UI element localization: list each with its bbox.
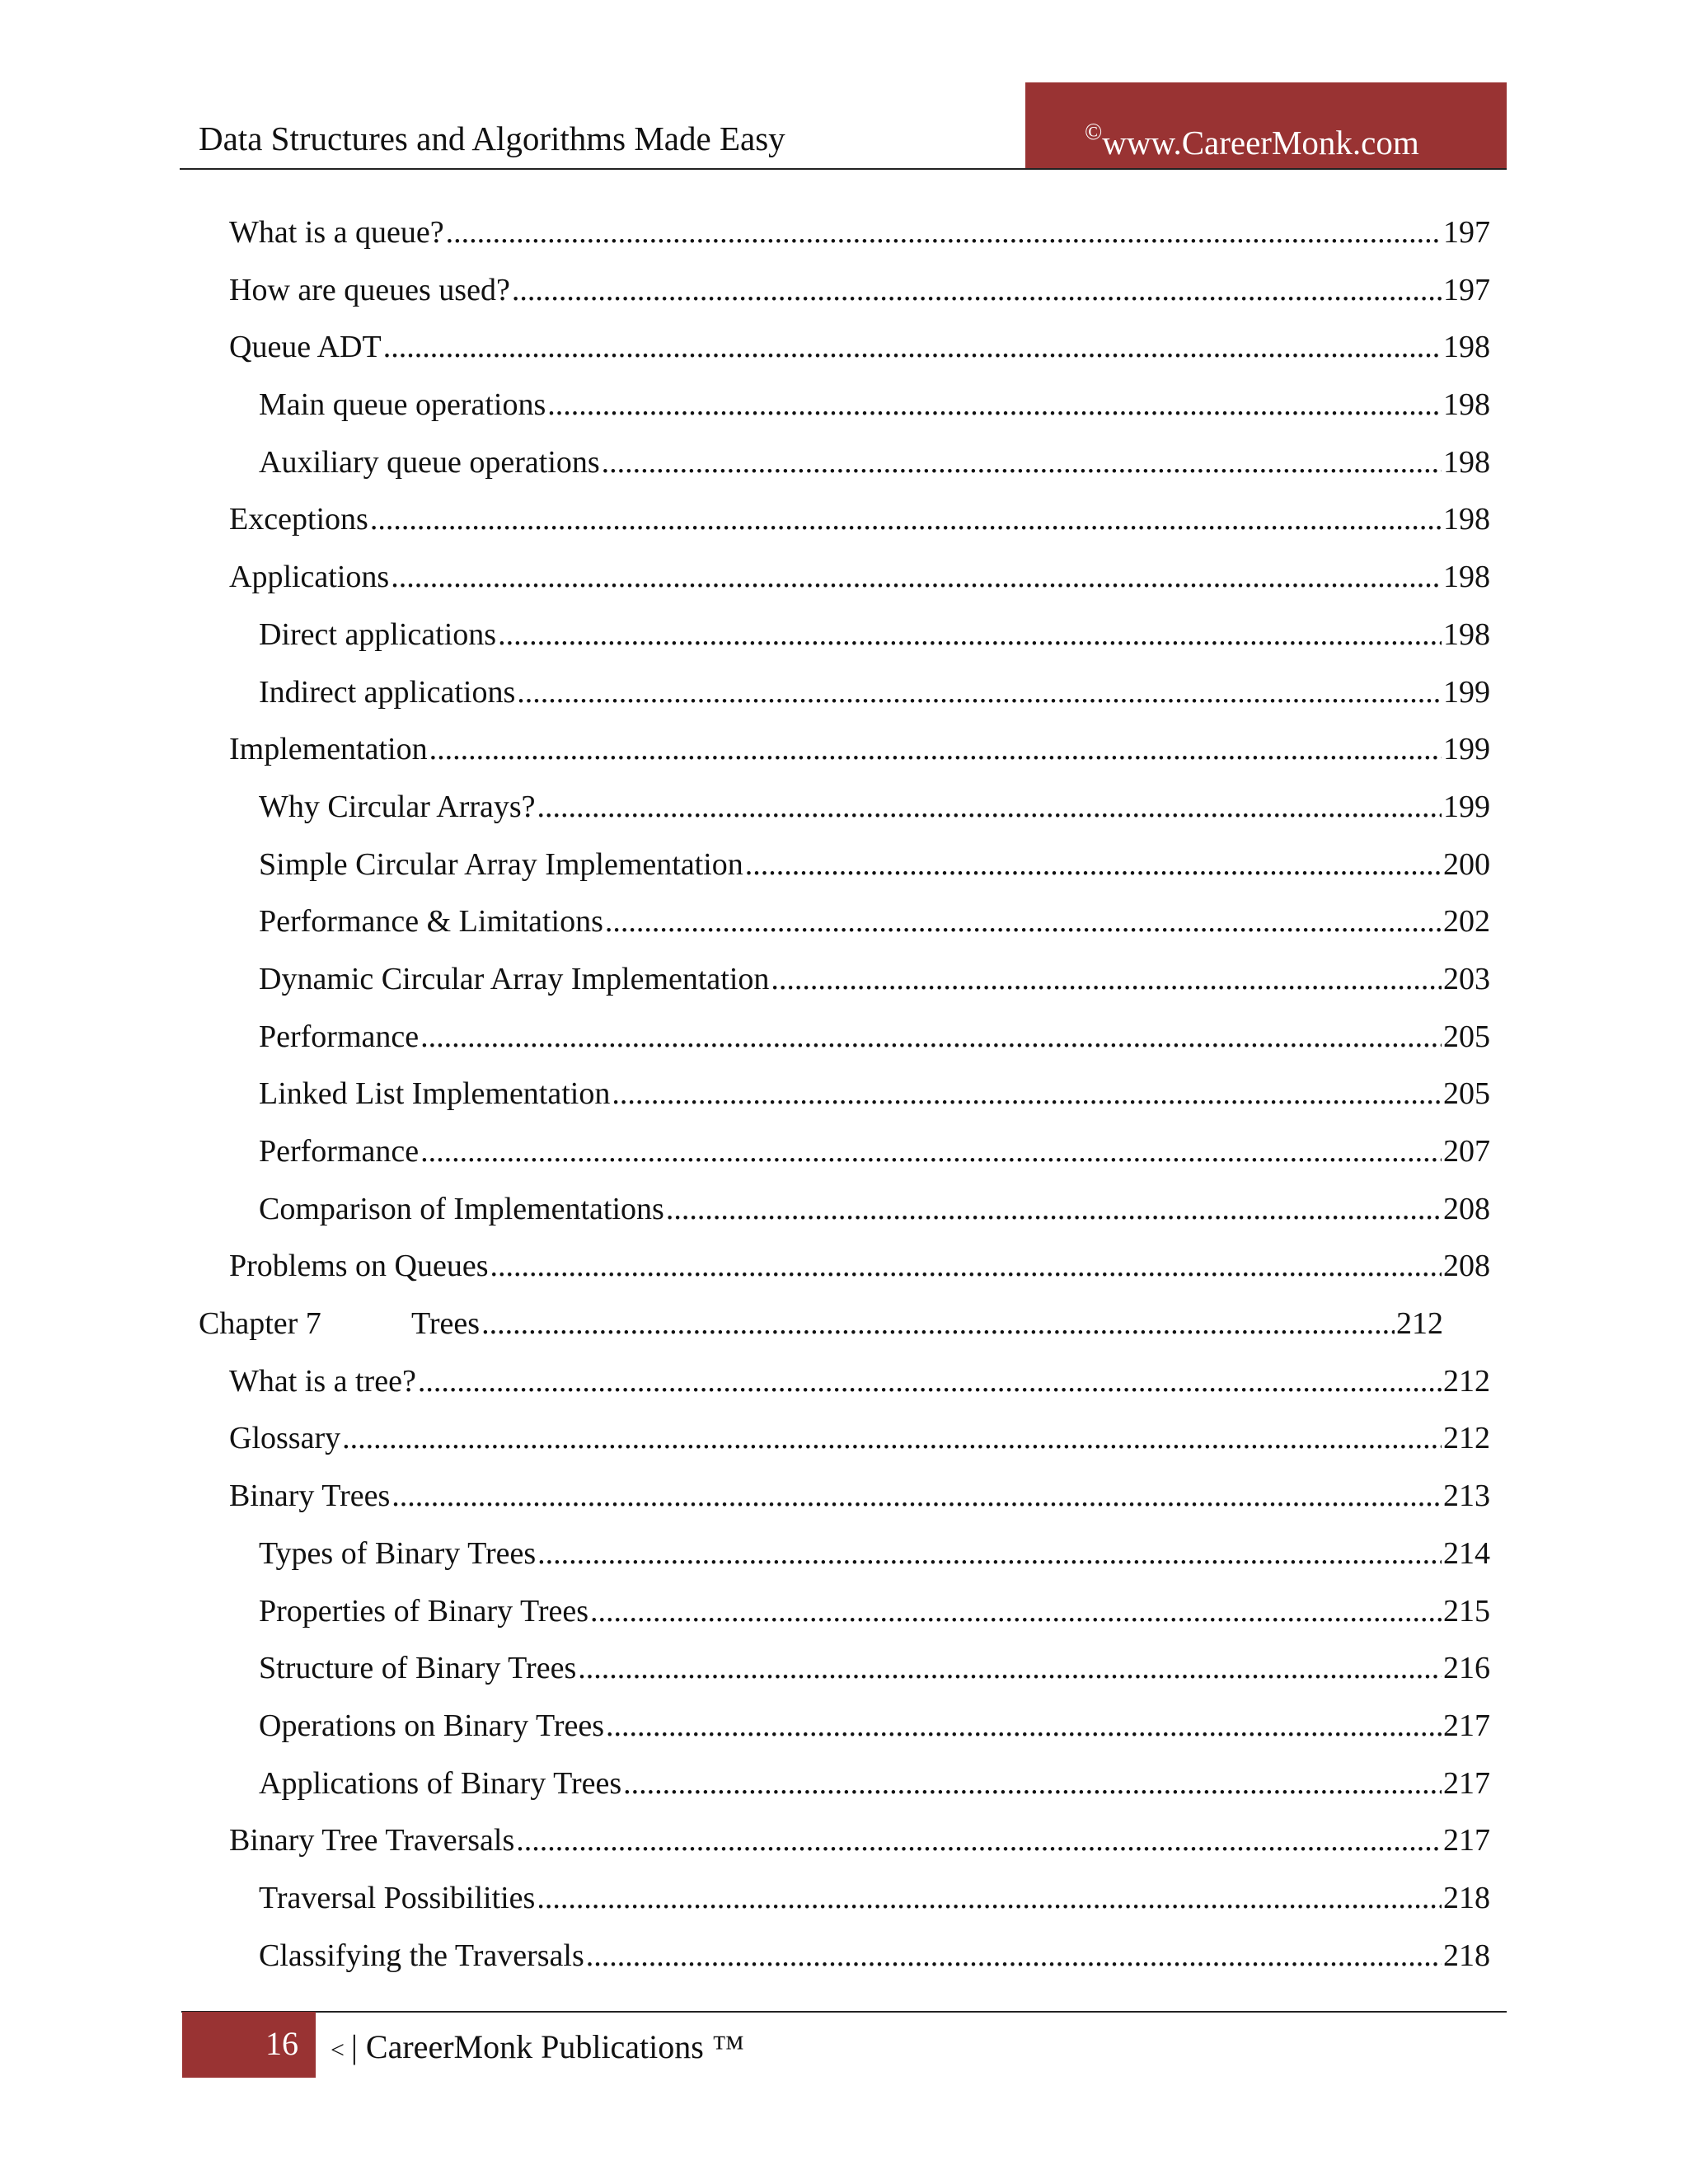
toc-entry-title: How are queues used? bbox=[229, 272, 510, 307]
toc-entry-title: Exceptions bbox=[229, 502, 368, 537]
toc-entry[interactable] bbox=[0, 1012, 1688, 1070]
toc-dot-leader bbox=[578, 1650, 1442, 1686]
toc-entry[interactable] bbox=[0, 494, 1688, 552]
toc-dot-leader bbox=[420, 1019, 1442, 1055]
toc-entry-row bbox=[229, 214, 1490, 260]
toc-page-number: 197 bbox=[1443, 215, 1490, 250]
page-number: 16 bbox=[265, 2025, 298, 2062]
toc-page-number: 200 bbox=[1443, 846, 1490, 882]
toc-entry-title: Structure of Binary Trees bbox=[259, 1651, 577, 1686]
toc-entry-title: Implementation bbox=[229, 732, 428, 767]
toc-entry-row bbox=[229, 1248, 1490, 1294]
toc-page-number: 198 bbox=[1443, 502, 1490, 537]
toc-entry-title: Types of Binary Trees bbox=[259, 1535, 537, 1571]
toc-entry-title: Binary Trees bbox=[229, 1479, 391, 1514]
toc-entry-row bbox=[229, 272, 1490, 318]
toc-entry-title: What is a queue? bbox=[229, 215, 444, 250]
toc-page-number: 217 bbox=[1443, 1823, 1490, 1858]
toc-entry[interactable] bbox=[0, 1586, 1688, 1644]
toc-entry-title: Glossary bbox=[229, 1421, 341, 1456]
toc-dot-leader bbox=[420, 1133, 1442, 1169]
toc-dot-leader bbox=[429, 731, 1442, 767]
toc-dot-leader bbox=[490, 1248, 1442, 1284]
toc-page-number: 218 bbox=[1443, 1938, 1490, 1973]
toc-entry-row bbox=[259, 387, 1490, 433]
toc-entry[interactable] bbox=[0, 1413, 1688, 1471]
toc-entry-title: Dynamic Circular Array Implementation bbox=[259, 961, 770, 996]
toc-entry-title: Performance & Limitations bbox=[259, 904, 603, 940]
toc-dot-leader bbox=[446, 214, 1442, 251]
toc-dot-leader bbox=[498, 616, 1442, 653]
toc-dot-leader bbox=[547, 387, 1442, 423]
toc-entry-title: Simple Circular Array Implementation bbox=[259, 846, 743, 882]
toc-entry[interactable] bbox=[0, 552, 1688, 610]
toc-page-number: 199 bbox=[1443, 732, 1490, 767]
toc-entry[interactable] bbox=[0, 1759, 1688, 1816]
book-title: Data Structures and Algorithms Made Easy bbox=[199, 120, 785, 157]
toc-entry-title: Binary Tree Traversals bbox=[229, 1823, 515, 1858]
toc-entry-row bbox=[259, 1593, 1490, 1639]
toc-entry[interactable] bbox=[0, 322, 1688, 380]
toc-page-number: 215 bbox=[1443, 1593, 1490, 1629]
header-divider bbox=[180, 168, 1507, 170]
toc-dot-leader bbox=[602, 444, 1442, 480]
toc-entry-row bbox=[259, 1765, 1490, 1811]
toc-entry-row bbox=[229, 501, 1490, 547]
toc-page-number: 217 bbox=[1443, 1765, 1490, 1801]
toc-dot-leader bbox=[370, 501, 1442, 537]
toc-entry-row bbox=[259, 789, 1490, 835]
website-url: www.CareerMonk.com bbox=[1102, 124, 1419, 162]
toc-page-number: 207 bbox=[1443, 1134, 1490, 1169]
toc-entry-row bbox=[259, 1880, 1490, 1926]
toc-entry-title: Linked List Implementation bbox=[259, 1076, 611, 1112]
toc-entry[interactable] bbox=[0, 610, 1688, 668]
toc-page-number: 208 bbox=[1443, 1191, 1490, 1226]
toc-entry[interactable] bbox=[0, 265, 1688, 323]
toc-entry[interactable] bbox=[0, 1471, 1688, 1529]
publisher-name: | CareerMonk Publications ™ bbox=[350, 2028, 745, 2065]
toc-entry-title: Main queue operations bbox=[259, 387, 546, 423]
toc-entry-title: Performance bbox=[259, 1134, 420, 1169]
toc-entry[interactable] bbox=[0, 1357, 1688, 1414]
toc-entry-title: Classifying the Traversals bbox=[259, 1938, 584, 1973]
toc-chapter-entry[interactable] bbox=[0, 1299, 1688, 1357]
toc-dot-leader bbox=[590, 1593, 1442, 1629]
toc-entry-row bbox=[259, 903, 1490, 949]
toc-entry[interactable] bbox=[0, 840, 1688, 898]
toc-entry[interactable] bbox=[0, 1529, 1688, 1586]
toc-page-number: 212 bbox=[1396, 1306, 1443, 1342]
toc-entry-row bbox=[259, 1535, 1490, 1582]
toc-entry-row bbox=[229, 731, 1490, 777]
toc-entry[interactable] bbox=[0, 1873, 1688, 1931]
toc-entry[interactable] bbox=[0, 380, 1688, 438]
toc-entry-title: Indirect applications bbox=[259, 674, 516, 710]
toc-page-number: 214 bbox=[1443, 1535, 1490, 1571]
toc-entry-row bbox=[259, 1133, 1490, 1179]
toc-entry-title: Applications bbox=[229, 560, 390, 595]
toc-entry-title: Why Circular Arrays? bbox=[259, 789, 536, 824]
toc-entry-title: Problems on Queues bbox=[229, 1249, 489, 1284]
toc-entry-title: Trees bbox=[411, 1306, 481, 1342]
toc-dot-leader bbox=[623, 1765, 1442, 1802]
toc-page-number: 199 bbox=[1443, 674, 1490, 710]
toc-dot-leader bbox=[383, 329, 1442, 365]
toc-entry[interactable] bbox=[0, 668, 1688, 725]
toc-page-number: 213 bbox=[1443, 1479, 1490, 1514]
toc-entry-row bbox=[259, 1019, 1490, 1065]
toc-dot-leader bbox=[392, 1478, 1442, 1514]
toc-entry-row bbox=[229, 329, 1490, 375]
toc-dot-leader bbox=[418, 1363, 1442, 1399]
toc-entry[interactable] bbox=[0, 1069, 1688, 1127]
toc-dot-leader bbox=[745, 846, 1442, 883]
toc-entry-title: Operations on Binary Trees bbox=[259, 1708, 605, 1743]
toc-entry-row bbox=[229, 559, 1490, 605]
toc-entry[interactable] bbox=[0, 438, 1688, 495]
toc-page-number: 212 bbox=[1443, 1421, 1490, 1456]
toc-entry-title: What is a tree? bbox=[229, 1363, 416, 1399]
toc-entry-title: Applications of Binary Trees bbox=[259, 1765, 622, 1801]
toc-entry-row bbox=[259, 1076, 1490, 1122]
toc-page-number: 198 bbox=[1443, 330, 1490, 365]
toc-entry-row bbox=[259, 961, 1490, 1007]
toc-entry-row bbox=[229, 1478, 1490, 1524]
toc-dot-leader bbox=[342, 1420, 1442, 1456]
toc-page-number: 199 bbox=[1443, 789, 1490, 824]
toc-entry[interactable] bbox=[0, 1127, 1688, 1184]
toc-entry-title: Properties of Binary Trees bbox=[259, 1593, 589, 1629]
toc-entry-row bbox=[259, 1938, 1490, 1984]
toc-page-number: 208 bbox=[1443, 1249, 1490, 1284]
toc-entry-row bbox=[259, 674, 1490, 720]
toc-page-number: 218 bbox=[1443, 1880, 1490, 1915]
toc-entry-title: Comparison of Implementations bbox=[259, 1191, 664, 1226]
toc-dot-leader bbox=[516, 1822, 1442, 1858]
toc-dot-leader bbox=[391, 559, 1442, 595]
toc-dot-leader bbox=[537, 1535, 1442, 1572]
toc-page-number: 197 bbox=[1443, 272, 1490, 307]
toc-dot-leader bbox=[606, 1708, 1442, 1744]
toc-dot-leader bbox=[537, 1880, 1442, 1916]
toc-dot-leader bbox=[612, 1076, 1442, 1112]
toc-page-number: 205 bbox=[1443, 1076, 1490, 1112]
toc-entry[interactable] bbox=[0, 1184, 1688, 1242]
toc-entry-title: Queue ADT bbox=[229, 330, 382, 365]
toc-dot-leader bbox=[666, 1191, 1442, 1227]
website-label[interactable] bbox=[1085, 110, 1419, 165]
toc-dot-leader bbox=[517, 674, 1442, 710]
toc-entry-title: Direct applications bbox=[259, 616, 497, 652]
toc-entry[interactable] bbox=[0, 897, 1688, 954]
toc-dot-leader bbox=[481, 1305, 1395, 1342]
toc-page-number: 198 bbox=[1443, 616, 1490, 652]
toc-entry[interactable] bbox=[0, 954, 1688, 1012]
toc-entry-row bbox=[259, 1708, 1490, 1754]
toc-entry[interactable] bbox=[0, 1241, 1688, 1299]
toc-page-number: 205 bbox=[1443, 1019, 1490, 1054]
nav-previous-symbol[interactable]: < bbox=[331, 2036, 345, 2064]
toc-entry[interactable] bbox=[0, 1701, 1688, 1759]
toc-page-number: 216 bbox=[1443, 1651, 1490, 1686]
toc-page-number: 212 bbox=[1443, 1363, 1490, 1399]
toc-entry[interactable] bbox=[0, 208, 1688, 265]
toc-dot-leader bbox=[537, 789, 1442, 825]
toc-entry-row bbox=[229, 1363, 1490, 1409]
toc-entry-row bbox=[229, 1822, 1490, 1868]
toc-entry-title: Auxiliary queue operations bbox=[259, 444, 600, 480]
toc-entry-row bbox=[199, 1305, 1443, 1352]
toc-entry-row bbox=[259, 846, 1490, 893]
toc-page-number: 198 bbox=[1443, 387, 1490, 423]
toc-page-number: 198 bbox=[1443, 444, 1490, 480]
toc-entry-row bbox=[259, 1191, 1490, 1237]
toc-entry[interactable] bbox=[0, 1931, 1688, 1989]
toc-dot-leader bbox=[605, 903, 1442, 940]
toc-chapter-number: Chapter 7 bbox=[199, 1306, 321, 1342]
toc-page-number: 203 bbox=[1443, 961, 1490, 996]
table-of-contents bbox=[0, 208, 1688, 1988]
toc-entry[interactable] bbox=[0, 1816, 1688, 1873]
toc-dot-leader bbox=[512, 272, 1442, 308]
toc-dot-leader bbox=[771, 961, 1442, 997]
copyright-symbol: © bbox=[1085, 120, 1103, 145]
toc-dot-leader bbox=[586, 1938, 1442, 1974]
toc-entry[interactable] bbox=[0, 724, 1688, 782]
toc-entry-title: Traversal Possibilities bbox=[259, 1880, 536, 1915]
toc-entry[interactable] bbox=[0, 1643, 1688, 1701]
toc-entry-row bbox=[259, 616, 1490, 663]
toc-entry[interactable] bbox=[0, 782, 1688, 840]
toc-entry-title: Performance bbox=[259, 1019, 420, 1054]
footer-divider bbox=[181, 2011, 1507, 2013]
toc-entry-row bbox=[259, 444, 1490, 490]
toc-page-number: 202 bbox=[1443, 904, 1490, 940]
toc-page-number: 198 bbox=[1443, 560, 1490, 595]
toc-entry-row bbox=[259, 1650, 1490, 1696]
toc-entry-row bbox=[229, 1420, 1490, 1466]
footer-publisher bbox=[331, 2025, 744, 2073]
toc-page-number: 217 bbox=[1443, 1708, 1490, 1743]
